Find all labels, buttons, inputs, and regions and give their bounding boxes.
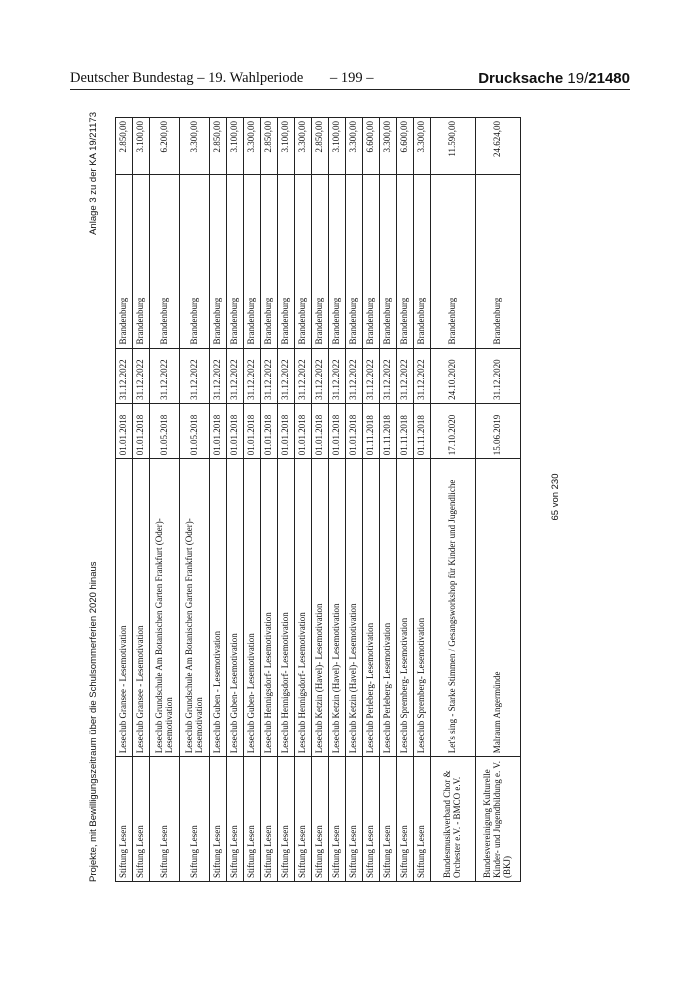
table-row: [380, 118, 397, 882]
table-row: [278, 118, 295, 882]
start-date-cell: 01.11.2018: [363, 403, 380, 458]
start-date-cell: 01.01.2018: [261, 403, 278, 458]
org-cell: Stiftung Lesen: [261, 757, 278, 882]
end-date-cell: 31.12.2022: [312, 348, 329, 403]
table-row: [261, 118, 278, 882]
start-date-cell: 01.11.2018: [380, 403, 397, 458]
table-row: [329, 118, 346, 882]
start-date-cell: 01.05.2018: [180, 403, 210, 458]
table-row: [312, 118, 329, 882]
state-cell: Brandenburg: [150, 175, 180, 348]
header-page-number: – 199 –: [330, 70, 374, 86]
state-cell: Brandenburg: [431, 175, 476, 348]
project-cell: Leseclub Spremberg- Lesemotivation: [397, 459, 414, 757]
start-date-cell: 01.01.2018: [133, 403, 150, 458]
amount-cell: 2.850,00: [261, 118, 278, 175]
end-date-cell: 31.12.2022: [363, 348, 380, 403]
org-cell: Stiftung Lesen: [380, 757, 397, 882]
project-cell: Leseclub Guben- Lesemotivation: [227, 459, 244, 757]
state-cell: Brandenburg: [180, 175, 210, 348]
state-cell: Brandenburg: [261, 175, 278, 348]
amount-cell: 3.300,00: [295, 118, 312, 175]
amount-cell: 6.200,00: [150, 118, 180, 175]
org-cell: Stiftung Lesen: [312, 757, 329, 882]
start-date-cell: 01.01.2018: [244, 403, 261, 458]
amount-cell: 3.100,00: [227, 118, 244, 175]
table-row: [363, 118, 380, 882]
table-row: [295, 118, 312, 882]
table-row: [150, 118, 180, 882]
amount-cell: 6.600,00: [397, 118, 414, 175]
amount-cell: 2.850,00: [210, 118, 227, 175]
project-cell: Leseclub Grundschule Am Botanischen Garten Frankfurt (Oder)- Lesemotivation: [150, 459, 180, 757]
start-date-cell: 01.11.2018: [397, 403, 414, 458]
project-cell: Leseclub Hennigsdorf- Lesemotivation: [261, 459, 278, 757]
project-cell: Leseclub Hennigsdorf- Lesemotivation: [295, 459, 312, 757]
state-cell: Brandenburg: [414, 175, 431, 348]
header-rule: [70, 89, 630, 90]
state-cell: Brandenburg: [476, 175, 521, 348]
org-cell: Stiftung Lesen: [397, 757, 414, 882]
table-row: [133, 118, 150, 882]
table-row: [180, 118, 210, 882]
end-date-cell: 31.12.2022: [116, 348, 133, 403]
org-cell: Stiftung Lesen: [116, 757, 133, 882]
amount-cell: 2.850,00: [312, 118, 329, 175]
start-date-cell: 01.01.2018: [312, 403, 329, 458]
end-date-cell: 31.12.2022: [414, 348, 431, 403]
end-date-cell: 31.12.2022: [329, 348, 346, 403]
amount-cell: 11.590,00: [431, 118, 476, 175]
state-cell: Brandenburg: [133, 175, 150, 348]
org-cell: Stiftung Lesen: [278, 757, 295, 882]
amount-cell: 3.300,00: [346, 118, 363, 175]
table-row: [397, 118, 414, 882]
state-cell: Brandenburg: [397, 175, 414, 348]
project-cell: Leseclub Gransee - Lesemotivation: [133, 459, 150, 757]
annex-label: Anlage 3 zu der KA 19/21173: [88, 112, 99, 235]
amount-cell: 24.624,00: [476, 118, 521, 175]
table-row: [116, 118, 133, 882]
drucksache-label: Drucksache: [478, 70, 564, 87]
amount-cell: 3.100,00: [329, 118, 346, 175]
project-cell: Leseclub Spremberg- Lesemotivation: [414, 459, 431, 757]
rotated-page-content: [88, 112, 561, 882]
end-date-cell: 31.12.2022: [133, 348, 150, 403]
state-cell: Brandenburg: [346, 175, 363, 348]
end-date-cell: 24.10.2020: [431, 348, 476, 403]
start-date-cell: 01.01.2018: [278, 403, 295, 458]
end-date-cell: 31.12.2022: [180, 348, 210, 403]
amount-cell: 6.600,00: [363, 118, 380, 175]
end-date-cell: 31.12.2020: [476, 348, 521, 403]
org-cell: Stiftung Lesen: [346, 757, 363, 882]
amount-cell: 3.100,00: [133, 118, 150, 175]
end-date-cell: 31.12.2022: [295, 348, 312, 403]
amount-cell: 3.300,00: [414, 118, 431, 175]
org-cell: Stiftung Lesen: [133, 757, 150, 882]
amount-cell: 3.100,00: [278, 118, 295, 175]
start-date-cell: 01.11.2018: [414, 403, 431, 458]
amount-cell: 3.300,00: [244, 118, 261, 175]
start-date-cell: 01.01.2018: [329, 403, 346, 458]
table-row: [210, 118, 227, 882]
end-date-cell: 31.12.2022: [210, 348, 227, 403]
end-date-cell: 31.12.2022: [227, 348, 244, 403]
project-cell: Leseclub Perleberg- Lesemotivation: [380, 459, 397, 757]
project-cell: Leseclub Ketzin (Havel)- Lesemotivation: [329, 459, 346, 757]
page-footer-number: 65 von 230: [550, 473, 561, 521]
amount-cell: 2.850,00: [116, 118, 133, 175]
project-cell: Leseclub Ketzin (Havel)- Lesemotivation: [312, 459, 329, 757]
project-cell: Malraum Angermünde: [476, 459, 521, 757]
table-row: [346, 118, 363, 882]
table-row: [244, 118, 261, 882]
start-date-cell: 01.01.2018: [116, 403, 133, 458]
end-date-cell: 31.12.2022: [261, 348, 278, 403]
org-cell: Bundesvereinigung Kulturelle Kinder- und Jugendbildung e. V. (BKJ): [476, 757, 521, 882]
amount-cell: 3.300,00: [180, 118, 210, 175]
start-date-cell: 01.05.2018: [150, 403, 180, 458]
start-date-cell: 01.01.2018: [227, 403, 244, 458]
end-date-cell: 31.12.2022: [346, 348, 363, 403]
document-title: Projekte, mit Bewilligungszeitraum über die Schulsommerferien 2020 hinaus: [88, 561, 99, 882]
org-cell: Stiftung Lesen: [180, 757, 210, 882]
state-cell: Brandenburg: [244, 175, 261, 348]
org-cell: Stiftung Lesen: [227, 757, 244, 882]
org-cell: Stiftung Lesen: [244, 757, 261, 882]
end-date-cell: 31.12.2022: [380, 348, 397, 403]
org-cell: Stiftung Lesen: [210, 757, 227, 882]
org-cell: Stiftung Lesen: [295, 757, 312, 882]
end-date-cell: 31.12.2022: [150, 348, 180, 403]
table-row: [227, 118, 244, 882]
org-cell: Stiftung Lesen: [329, 757, 346, 882]
org-cell: Stiftung Lesen: [363, 757, 380, 882]
table-row: [414, 118, 431, 882]
project-cell: Leseclub Guben - Lesemotivation: [210, 459, 227, 757]
end-date-cell: 31.12.2022: [244, 348, 261, 403]
drucksache-period: 19/: [563, 70, 589, 87]
state-cell: Brandenburg: [116, 175, 133, 348]
state-cell: Brandenburg: [363, 175, 380, 348]
end-date-cell: 31.12.2022: [278, 348, 295, 403]
header-left: Deutscher Bundestag – 19. Wahlperiode: [70, 70, 304, 86]
state-cell: Brandenburg: [380, 175, 397, 348]
state-cell: Brandenburg: [312, 175, 329, 348]
start-date-cell: 15.06.2019: [476, 403, 521, 458]
project-cell: Leseclub Hennigsdorf- Lesemotivation: [278, 459, 295, 757]
org-cell: Bundesmusikverband Chor & Orchester e.V. - BMCO e.V.: [431, 757, 476, 882]
table-row: [431, 118, 476, 882]
state-cell: Brandenburg: [210, 175, 227, 348]
state-cell: Brandenburg: [278, 175, 295, 348]
start-date-cell: 01.01.2018: [346, 403, 363, 458]
org-cell: Stiftung Lesen: [150, 757, 180, 882]
project-cell: Leseclub Guben- Lesemotivation: [244, 459, 261, 757]
table-row: [476, 118, 521, 882]
state-cell: Brandenburg: [295, 175, 312, 348]
drucksache-number: 21480: [588, 70, 630, 87]
end-date-cell: 31.12.2022: [397, 348, 414, 403]
projects-table-body: [116, 118, 521, 882]
project-cell: Leseclub Ketzin (Havel)- Lesemotivation: [346, 459, 363, 757]
projects-table: [115, 117, 521, 882]
amount-cell: 3.300,00: [380, 118, 397, 175]
state-cell: Brandenburg: [329, 175, 346, 348]
start-date-cell: 01.01.2018: [210, 403, 227, 458]
start-date-cell: 01.01.2018: [295, 403, 312, 458]
project-cell: Leseclub Perleberg- Lesemotivation: [363, 459, 380, 757]
project-cell: Let's sing - Starke Stimmen / Gesangsworkshop für Kinder und Jugendliche: [431, 459, 476, 757]
start-date-cell: 17.10.2020: [431, 403, 476, 458]
org-cell: Stiftung Lesen: [414, 757, 431, 882]
state-cell: Brandenburg: [227, 175, 244, 348]
project-cell: Leseclub Gransee - Lesemotivation: [116, 459, 133, 757]
project-cell: Leseclub Grundschule Am Botanischen Garten Frankfurt (Oder)- Lesemotivation: [180, 459, 210, 757]
